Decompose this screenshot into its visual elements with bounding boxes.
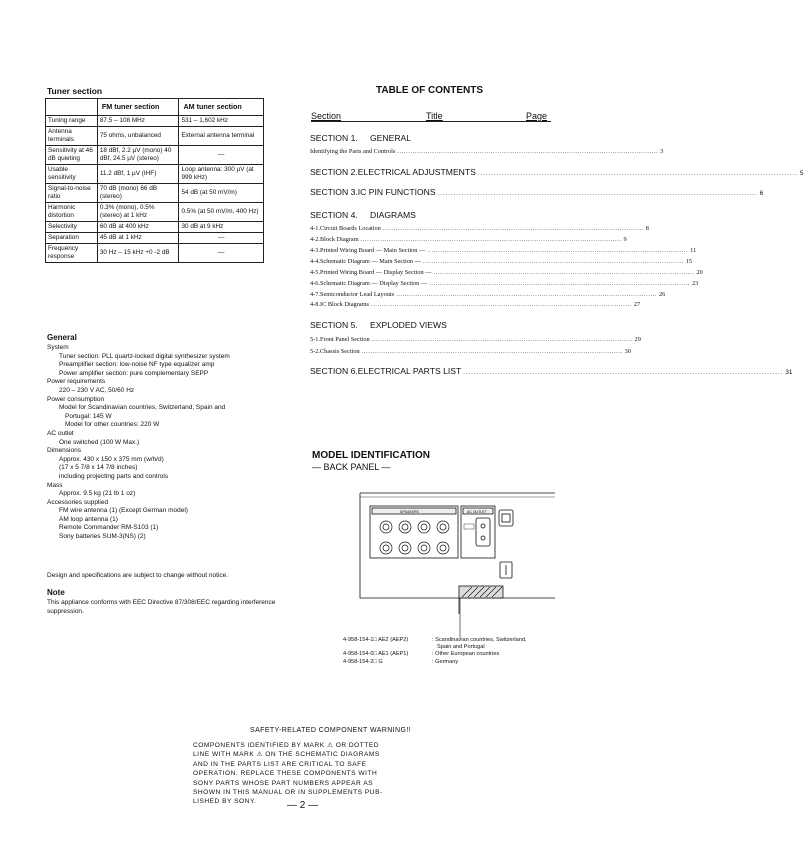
general-spec-line: Portugal: 145 W [65, 412, 112, 420]
model-region: : Scandinavian countries, Switzerland, [432, 637, 527, 643]
general-spec-line: Power requirements [47, 378, 106, 386]
model-code: 4-958-154-0□ AE1 (AEP1) [343, 651, 409, 658]
toc-sub-entry [310, 291, 666, 298]
toc-entry-page: 9 [623, 236, 627, 243]
toc-leader-dots: ........................................................................................................................ [370, 301, 632, 308]
model-identification-title: MODEL IDENTIFICATION [312, 450, 430, 461]
general-spec-line: including projecting parts and controls [59, 472, 169, 480]
toc-leader-dots: ........................................................................................................................ [429, 280, 691, 287]
model-code-row [343, 659, 562, 666]
general-spec-line: Dimensions [47, 447, 81, 455]
ac-outlet-label: AC OUTLET [467, 510, 487, 514]
general-heading: General [47, 333, 77, 342]
table-cell-am: 531 – 1,602 kHz [179, 116, 264, 127]
toc-entry-title: Schematic Diagram — Display Section — [319, 280, 428, 287]
model-region: : Germany [432, 658, 459, 665]
toc-sub-entry [310, 336, 641, 343]
table-cell-am: Loop antenna: 300 µV (at 999 kHz) [179, 165, 264, 184]
warning-line: AND IN THE PARTS LIST ARE CRITICAL TO SAFE [193, 760, 367, 768]
warning-line: SHOWN IN THIS MANUAL OR IN SUPPLEMENTS PUB- [193, 789, 383, 797]
note-heading: Note [47, 588, 65, 597]
model-region: : Other European countries [432, 651, 500, 658]
table-cell-label: Frequency response [46, 244, 98, 263]
general-spec-line: Model for Scandinavian countries, Switzerland, Spain and [59, 404, 226, 412]
toc-leader-dots: ........................................................................................................................ [382, 225, 644, 232]
table-row [46, 116, 264, 127]
model-code-row [343, 637, 562, 644]
warning-line: COMPONENTS IDENTIFIED BY MARK ⚠ OR DOTTED [193, 742, 380, 749]
table-row [46, 184, 264, 203]
toc-entry-page: 27 [633, 301, 641, 308]
toc-leader-dots: ........................................................................................................................ [427, 247, 689, 254]
toc-entry-title: Semiconductor Lead Layouts [319, 291, 395, 298]
table-cell-fm: 11.2 dBf, 1 µV (IHF) [97, 165, 179, 184]
toc-entry-number: SECTION 4. [310, 210, 358, 220]
toc-sub-entry [310, 236, 627, 243]
toc-entry-number: SECTION 6. [310, 366, 358, 376]
toc-entry-number: 5-2. [310, 348, 320, 355]
general-spec-line: Model for other countries: 220 W [65, 421, 160, 429]
general-spec-line: AC outlet [47, 429, 74, 437]
model-code-row [343, 644, 562, 651]
toc-sub-entry [310, 269, 703, 276]
general-spec-line: Tuner section: PLL quartz-locked digital synthesizer system [59, 352, 230, 360]
general-spec-list [47, 344, 277, 542]
table-header-row [46, 99, 264, 116]
back-panel-illustration [360, 488, 555, 638]
toc-sub-entry [310, 148, 664, 155]
toc-sub-entry [310, 280, 699, 287]
note-text: This appliance conforms with EEC Directive 87/308/EEC regarding interference suppression. [47, 599, 276, 615]
toc-entry-title: ELECTRICAL ADJUSTMENTS [357, 167, 476, 177]
toc-entry-page: 5 [799, 170, 804, 177]
toc-entry-number: SECTION 2. [310, 167, 358, 177]
spec-disclaimer: Design and specifications are subject to change without notice. [47, 572, 229, 579]
warning-line: OPERATION. REPLACE THESE COMPONENTS WITH [193, 770, 378, 778]
toc-leader-dots: ........................................................................................................................ [437, 191, 758, 197]
toc-entry-page: 15 [685, 258, 693, 265]
toc-leader-dots: ........................................................................................................................ [396, 291, 658, 298]
header-blank [46, 99, 98, 116]
general-spec-line: Mass [47, 481, 63, 489]
model-code: 4-958-154-1□ AE2 (AEP2) [343, 637, 409, 643]
speakers-label: SPEAKERS [400, 510, 419, 514]
table-cell-fm: 60 dB at 400 kHz [97, 222, 179, 233]
table-cell-label: Sensitivity at 46 dB quieting [46, 146, 98, 165]
general-spec-line: Power amplifier section: pure complementary SEPP [59, 369, 209, 377]
toc-entry-number: 4-2. [310, 236, 320, 243]
toc-leader-dots: ........................................................................................................................ [360, 236, 622, 243]
toc-entry-page: 11 [690, 247, 697, 254]
toc-entry-number: SECTION 1. [310, 133, 358, 143]
model-code: 4-958-154-2□ G [343, 658, 383, 665]
toc-entry-title: EXPLODED VIEWS [370, 320, 447, 330]
general-spec-line: Approx. 430 x 150 x 375 mm (w/h/d) [59, 455, 164, 463]
toc-entry-title: Block Diagram [319, 236, 359, 243]
toc-title: TABLE OF CONTENTS [376, 85, 484, 96]
general-spec-line: (17 x 5 7/8 x 14 7/8 inches) [59, 464, 138, 472]
toc-entry-title: Schematic Diagram — Main Section — [319, 258, 421, 265]
header-fm: FM tuner section [97, 99, 179, 116]
general-spec-line: Power consumption [47, 395, 105, 403]
toc-section-entry [310, 133, 551, 143]
table-cell-fm: 45 dB at 1 kHz [97, 233, 179, 244]
toc-entry-number: 4-7. [310, 291, 320, 298]
table-cell-label: Harmonic distortion [46, 203, 98, 222]
toc-entry-page: 30 [624, 348, 631, 355]
toc-section-entry [310, 167, 804, 177]
table-cell-label: Separation [46, 233, 98, 244]
toc-entry-title: Printed Wiring Board — Display Section — [319, 269, 432, 276]
toc-entry-title: IC Block Diagrams [319, 301, 369, 308]
toc-entry-page: 26 [659, 291, 666, 298]
toc-sub-entry [310, 301, 641, 308]
toc-entry-page: 29 [634, 336, 641, 343]
table-row [46, 127, 264, 146]
toc-divider [311, 121, 551, 122]
general-spec-line: 220 – 230 V AC, 50/60 Hz [59, 386, 135, 394]
header-am: AM tuner section [179, 99, 264, 116]
toc-entry-title: IC PIN FUNCTIONS [357, 187, 436, 197]
toc-entry-number: SECTION 3. [310, 187, 358, 197]
table-cell-fm: 0.3% (mono), 0.5% (stereo) at 1 kHz [97, 203, 179, 222]
table-cell-label: Usable sensitivity [46, 165, 98, 184]
toc-sub-entry [310, 247, 697, 254]
toc-leader-dots: ........................................................................................................................ [463, 370, 784, 376]
toc-sub-entry [310, 258, 693, 265]
toc-section-entry [310, 320, 551, 330]
table-cell-label: Selectivity [46, 222, 98, 233]
toc-entry-title: Front Panel Section [319, 336, 370, 343]
toc-entry-page: 23 [692, 280, 699, 287]
toc-entry-number: 4-1. [310, 225, 320, 232]
table-cell-fm: 87.5 – 108 MHz [97, 116, 179, 127]
general-spec-line: Accessories supplied [47, 498, 109, 506]
toc-entry-number: SECTION 5. [310, 320, 358, 330]
table-cell-label: Signal-to-noise ratio [46, 184, 98, 203]
table-cell-label: Tuning range [46, 116, 98, 127]
table-cell-fm: 30 Hz – 15 kHz +0 -2 dB [97, 244, 179, 263]
table-row [46, 203, 264, 222]
toc-entry-title: Circuit Boards Location [319, 225, 381, 232]
back-panel-subtitle: — BACK PANEL — [312, 462, 391, 472]
toc-leader-dots: ........................................................................................................................ [397, 148, 659, 155]
model-region: Spain and Portugal [437, 644, 485, 651]
table-cell-am: 0.5% (at 50 mV/m, 400 Hz) [179, 203, 264, 222]
warning-line: LISHED BY SONY. [193, 798, 257, 806]
general-spec-line: Remote Commander RM-S103 (1) [59, 524, 159, 532]
general-spec-line: Sony batteries SUM-3(NS) (2) [59, 533, 146, 541]
toc-leader-dots: ........................................................................................................................ [371, 336, 633, 343]
toc-section-entry [310, 366, 793, 376]
table-row [46, 165, 264, 184]
general-spec-line: FM wire antenna (1) (Except German model) [59, 507, 188, 515]
general-spec-line: AM loop antenna (1) [59, 515, 118, 523]
table-cell-am: 30 dB at 9 kHz [179, 222, 264, 233]
toc-leader-dots: ........................................................................................................................ [433, 269, 695, 276]
toc-entry-number: 4-8. [310, 301, 320, 308]
toc-entry-title: Printed Wiring Board — Main Section — [319, 247, 426, 254]
toc-section-entry [310, 187, 764, 197]
table-cell-am: 54 dB (at 50 mV/m) [179, 184, 264, 203]
general-spec-line: Preamplifier section: low-noise NF type equalizer amp [59, 361, 215, 369]
toc-entry-page: 3 [660, 148, 664, 155]
toc-leader-dots: ........................................................................................................................ [477, 171, 798, 177]
toc-entry-number: 4-6. [310, 280, 320, 287]
general-spec-line: One switched (100 W Max.) [59, 438, 140, 446]
table-cell-am: External antenna terminal [179, 127, 264, 146]
toc-entry-page: 8 [645, 225, 649, 232]
table-row [46, 233, 264, 244]
toc-entry-title: GENERAL [370, 133, 412, 143]
toc-header-section: Section [311, 111, 342, 121]
table-cell-am: — [179, 146, 264, 165]
toc-entry-page: 20 [696, 269, 703, 276]
toc-entry-number: 4-4. [310, 258, 320, 265]
toc-sub-entry [310, 348, 631, 355]
model-code [343, 644, 432, 651]
table-row [46, 244, 264, 263]
toc-leader-dots: ........................................................................................................................ [361, 348, 623, 355]
model-code-row [343, 651, 562, 658]
table-cell-am: — [179, 244, 264, 263]
table-row [46, 222, 264, 233]
toc-entry-number: 4-5. [310, 269, 320, 276]
toc-entry-title: DIAGRAMS [370, 210, 416, 220]
tuner-section-heading: Tuner section [47, 86, 103, 96]
toc-entry-number: 5-1. [310, 336, 320, 343]
table-cell-fm: 70 dB (mono) 66 dB (stereo) [97, 184, 179, 203]
warning-line: SONY PARTS WHOSE PART NUMBERS APPEAR AS [193, 779, 373, 787]
safety-warning-title: SAFETY-RELATED COMPONENT WARNING!! [250, 727, 412, 734]
warning-line: LINE WITH MARK ⚠ ON THE SCHEMATIC DIAGRAMS [193, 751, 380, 759]
safety-warning-text [193, 741, 419, 807]
toc-entry-title: Identifying the Parts and Controls [310, 148, 396, 155]
general-spec-line: Approx. 9.5 kg (21 lb 1 oz) [59, 490, 136, 498]
tuner-spec-table [45, 98, 264, 263]
toc-header-page: Page [526, 111, 548, 121]
toc-entry-number: 4-3. [310, 247, 320, 254]
toc-section-entry [310, 210, 551, 220]
table-row [46, 146, 264, 165]
toc-entry-page: 31 [785, 369, 793, 376]
table-cell-am: — [179, 233, 264, 244]
page-number: — 2 — [287, 800, 319, 811]
toc-entry-page: 6 [759, 190, 764, 197]
model-code-list [343, 637, 562, 666]
general-spec-line: System [47, 344, 69, 351]
table-cell-fm: 75 ohms, unbalanced [97, 127, 179, 146]
toc-entry-title: Chassis Section [319, 348, 360, 355]
toc-entry-title: ELECTRICAL PARTS LIST [357, 366, 462, 376]
table-cell-label: Antenna terminals [46, 127, 98, 146]
toc-leader-dots: ........................................................................................................................ [422, 258, 684, 265]
toc-header-title: Title [426, 111, 443, 121]
tuner-table-body [46, 116, 264, 263]
table-cell-fm: 18 dBf, 2.2 µV (mono) 40 dBf, 24.5 µV (stereo) [97, 146, 179, 165]
toc-sub-entry [310, 225, 649, 232]
